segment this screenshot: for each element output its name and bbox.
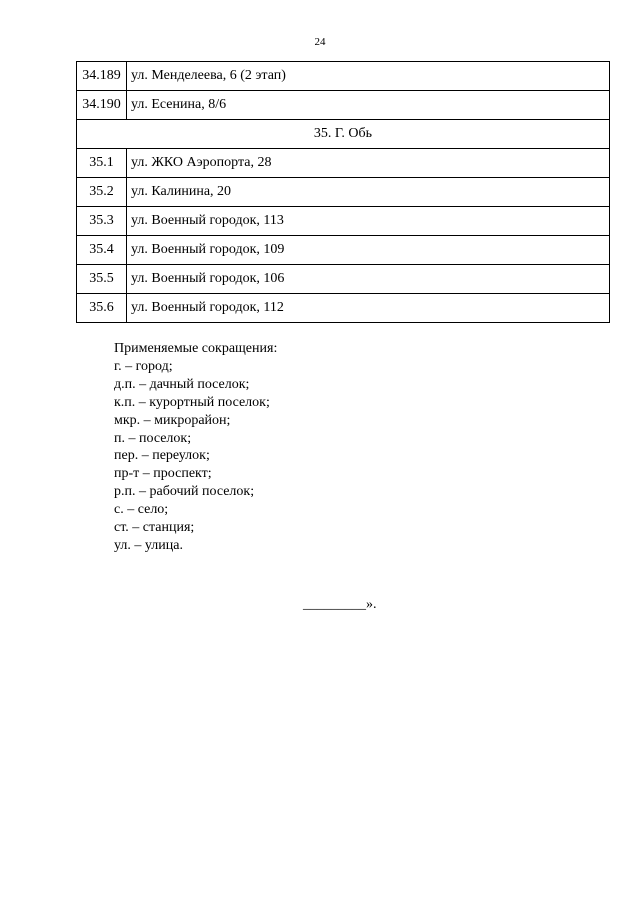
row-number: 35.4 <box>77 236 127 265</box>
abbreviation-item: д.п. – дачный поселок; <box>114 376 250 392</box>
abbreviation-item: пр-т – проспект; <box>114 466 212 482</box>
table-row <box>77 62 610 91</box>
abbreviations-block <box>114 340 277 555</box>
row-address: ул. Военный городок, 112 <box>127 294 610 323</box>
abbreviation-item: ст. – станция; <box>114 520 195 536</box>
row-address: ул. Калинина, 20 <box>127 178 610 207</box>
row-address: ул. ЖКО Аэропорта, 28 <box>127 149 610 178</box>
abbreviations-heading: Применяемые сокращения: <box>114 341 278 356</box>
abbreviation-item: г. – город; <box>114 358 173 374</box>
abbreviation-item: к.п. – курортный поселок; <box>114 394 270 410</box>
row-address: ул. Военный городок, 113 <box>127 207 610 236</box>
section-row <box>77 120 610 149</box>
abbreviation-item: п. – поселок; <box>114 430 192 446</box>
table-row <box>77 178 610 207</box>
table-row <box>77 149 610 178</box>
table-row <box>77 294 610 323</box>
page-number: 24 <box>314 36 326 48</box>
table-row <box>77 265 610 294</box>
row-address: ул. Есенина, 8/6 <box>127 91 610 120</box>
abbreviation-item: р.п. – рабочий поселок; <box>114 484 255 500</box>
abbreviation-item: с. – село; <box>114 502 169 518</box>
abbreviation-item: ул. – улица. <box>114 537 183 553</box>
row-address: ул. Военный городок, 106 <box>127 265 610 294</box>
row-number: 34.190 <box>77 91 127 120</box>
table-row <box>77 91 610 120</box>
row-number: 34.189 <box>77 62 127 91</box>
address-table <box>76 61 610 323</box>
row-number: 35.1 <box>77 149 127 178</box>
row-address: ул. Военный городок, 109 <box>127 236 610 265</box>
abbreviation-item: пер. – переулок; <box>114 448 210 464</box>
abbreviation-item: мкр. – микрорайон; <box>114 412 231 428</box>
row-address: ул. Менделеева, 6 (2 этап) <box>127 62 610 91</box>
closing-mark: _________». <box>303 597 377 612</box>
row-number: 35.2 <box>77 178 127 207</box>
row-number: 35.3 <box>77 207 127 236</box>
section-title: 35. Г. Обь <box>77 120 610 149</box>
table-row <box>77 236 610 265</box>
table-row <box>77 207 610 236</box>
row-number: 35.6 <box>77 294 127 323</box>
row-number: 35.5 <box>77 265 127 294</box>
